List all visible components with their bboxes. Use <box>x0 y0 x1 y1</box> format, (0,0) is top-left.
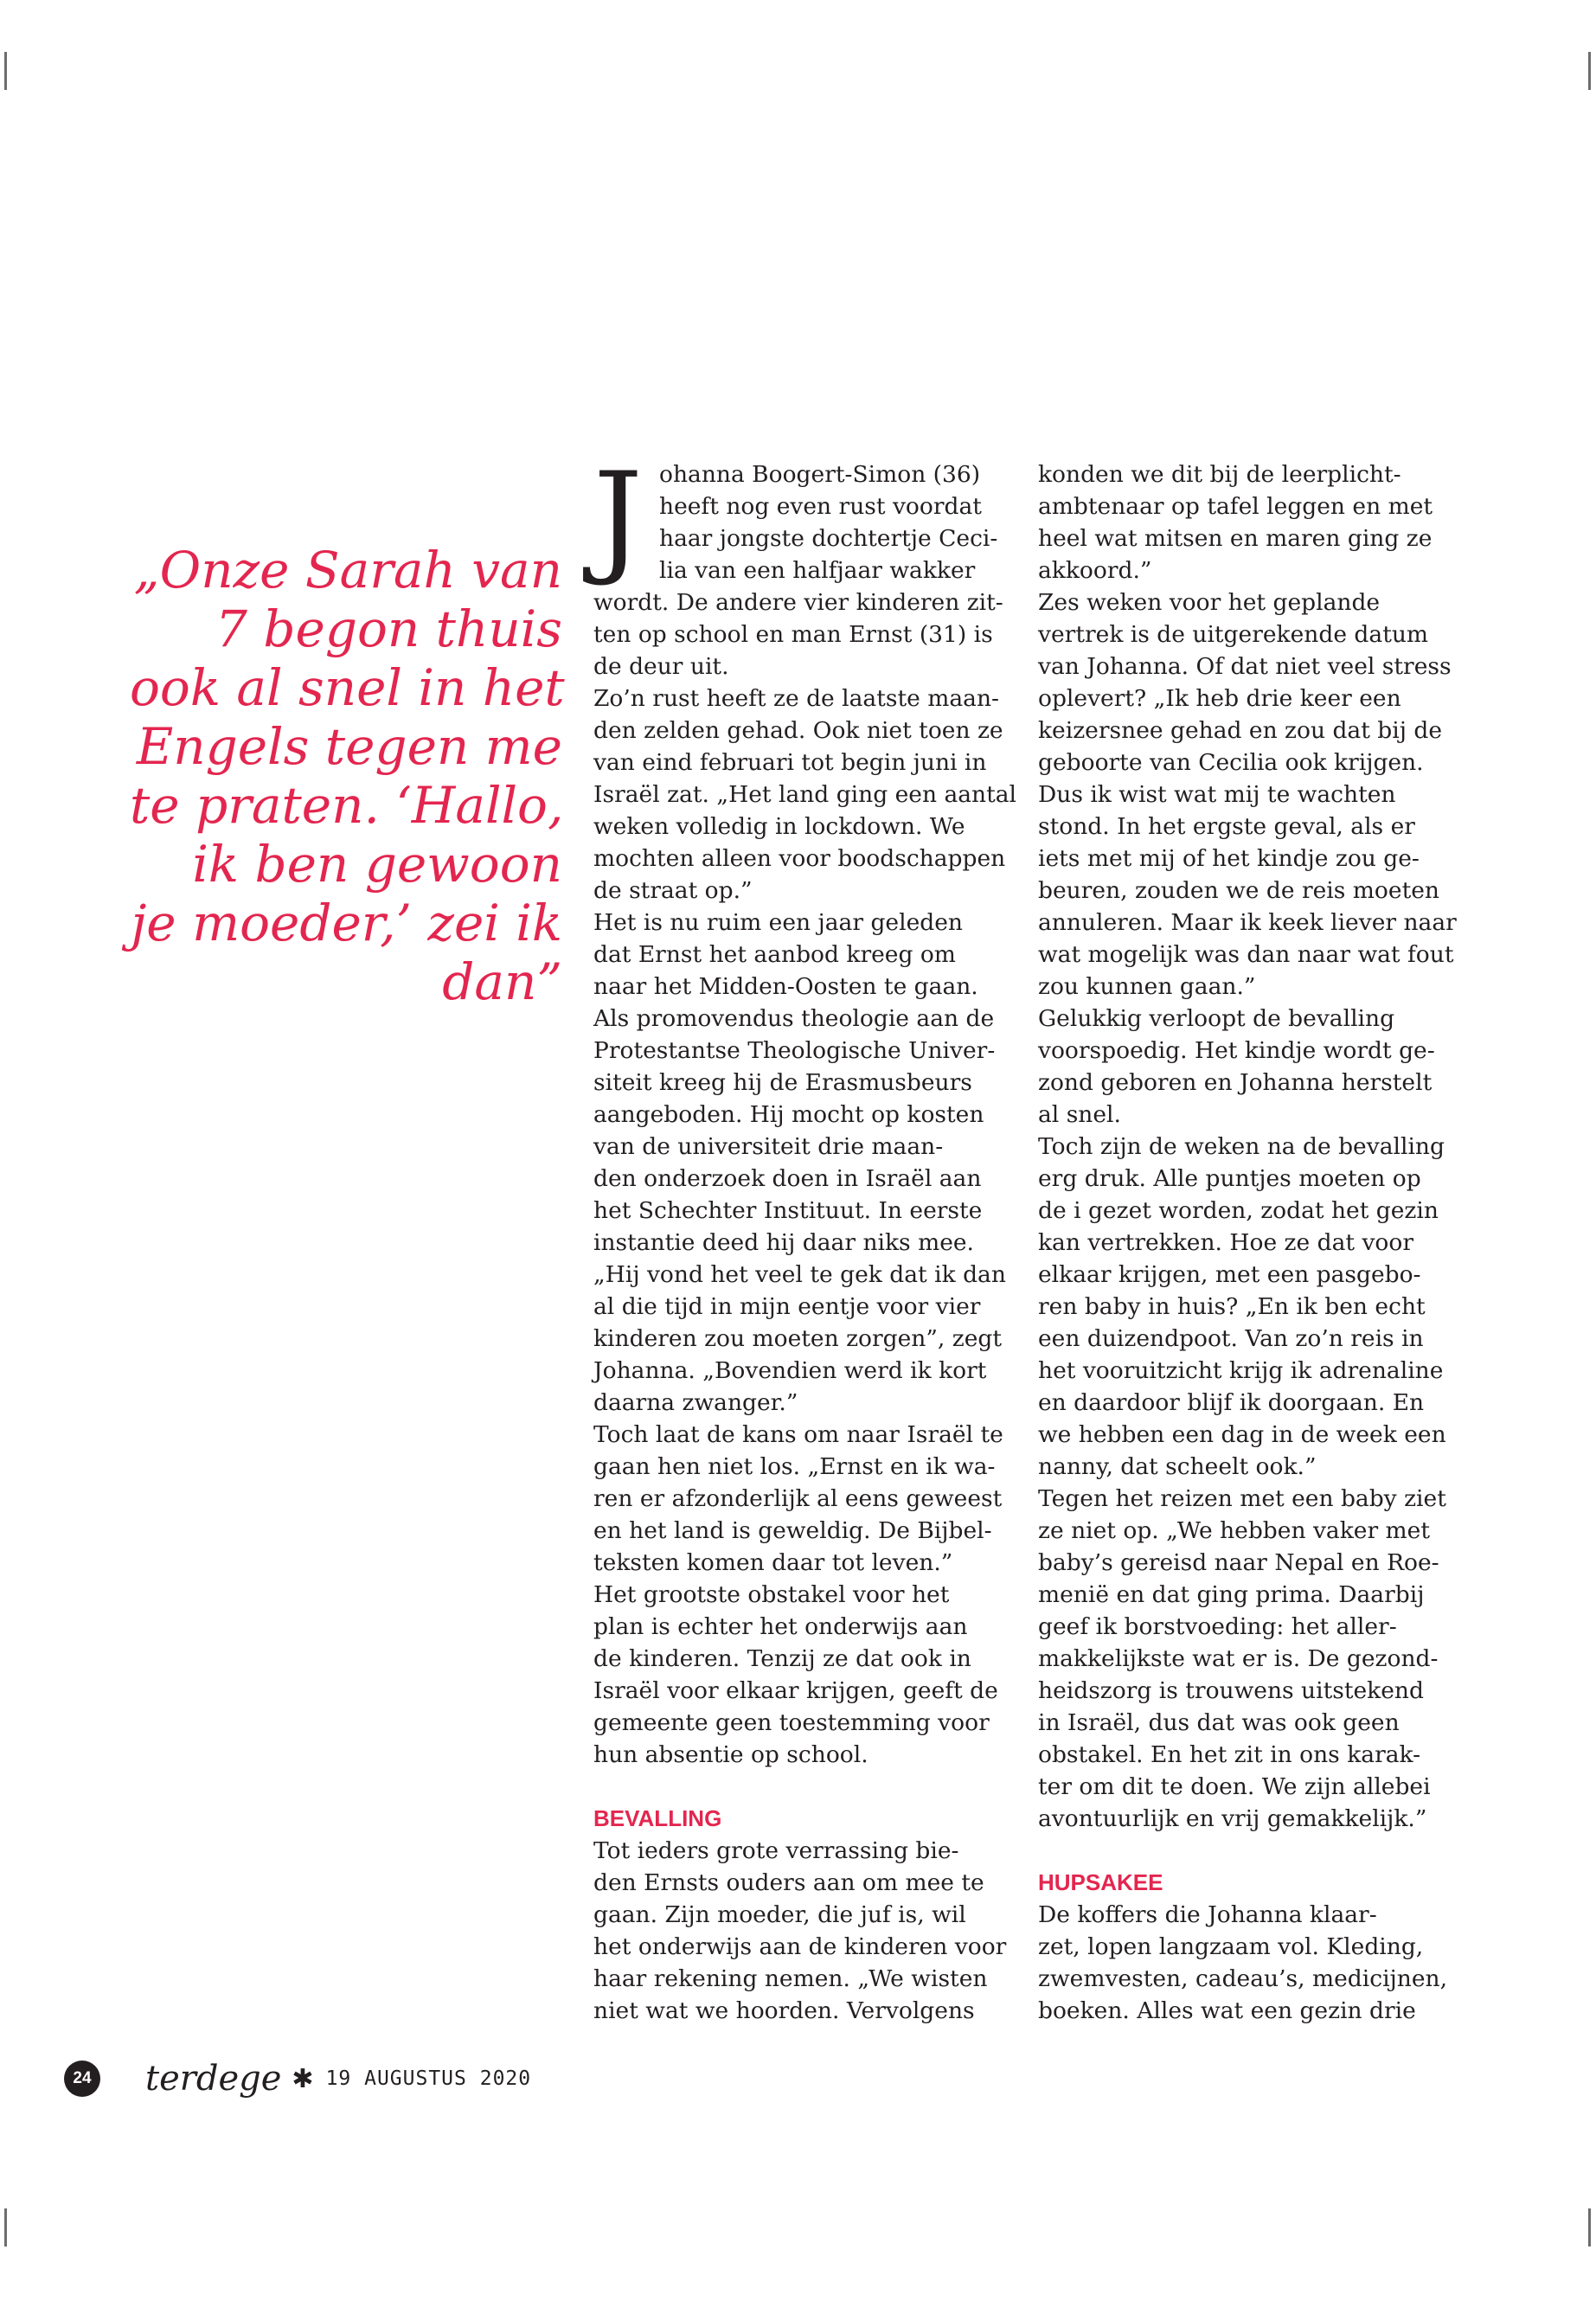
text-line: stond. In het ergste geval, als er <box>1038 813 1415 840</box>
text-line: Israël zat. „Het land ging een aantal <box>593 781 1017 808</box>
text-line: Johanna. „Bovendien werd ik kort <box>593 1357 987 1384</box>
text-line: kan vertrekken. Hoe ze dat voor <box>1038 1229 1414 1256</box>
text-line: den onderzoek doen in Israël aan <box>593 1165 982 1192</box>
text-line: vertrek is de uitgerekende datum <box>1038 621 1429 648</box>
text-line: den zelden gehad. Ook niet toen ze <box>593 717 1003 744</box>
text-line: makkelijkste wat er is. De gezond- <box>1038 1645 1439 1672</box>
text-line: van de universiteit drie maan- <box>593 1133 944 1160</box>
pull-quote-line: dan” <box>442 952 562 1011</box>
section-heading: HUPSAKEE <box>1038 1869 1163 1895</box>
text-line: heidszorg is trouwens uitstekend <box>1038 1677 1424 1704</box>
text-line: beuren, zouden we de reis moeten <box>1038 877 1439 904</box>
text-line: het vooruitzicht krijg ik adrenaline <box>1038 1357 1444 1384</box>
text-line: zwemvesten, cadeau’s, medicijnen, <box>1038 1965 1448 1992</box>
drop-cap: J <box>593 446 643 589</box>
text-line: heeft nog even rust voordat <box>659 493 982 520</box>
text-line: instantie deed hij daar niks mee. <box>593 1229 974 1256</box>
text-line: den Ernsts ouders aan om mee te <box>593 1869 984 1896</box>
text-line: een duizendpoot. Van zo’n reis in <box>1038 1325 1424 1352</box>
text-line: elkaar krijgen, met een pasgebo- <box>1038 1261 1421 1288</box>
text-line: nanny, dat scheelt ook.” <box>1038 1453 1317 1480</box>
text-line: aangeboden. Hij mocht op kosten <box>593 1101 984 1128</box>
text-line: Tegen het reizen met een baby ziet <box>1038 1485 1446 1512</box>
text-line: Protestantse Theologische Univer- <box>593 1037 996 1064</box>
text-line: ten op school en man Ernst (31) is <box>593 621 993 648</box>
text-line: en het land is geweldig. De Bijbel- <box>593 1517 992 1544</box>
text-line: we hebben een dag in de week een <box>1038 1421 1446 1448</box>
crop-mark-bottom-right <box>1588 2208 1591 2247</box>
pull-quote-line: te praten. ‘Hallo, <box>130 776 564 835</box>
text-line: gemeente geen toestemming voor <box>593 1709 990 1736</box>
page-number: 24 <box>64 2061 100 2097</box>
text-line: zou kunnen gaan.” <box>1038 973 1256 1000</box>
text-line: mochten alleen voor boodschappen <box>593 845 1006 872</box>
text-line: lia van een halfjaar wakker <box>659 557 976 584</box>
crop-mark-bottom-left <box>4 2208 7 2247</box>
text-line: en daardoor blijf ik doorgaan. En <box>1038 1389 1425 1416</box>
text-line: in Israël, dus dat was ook geen <box>1038 1709 1400 1736</box>
text-line: de straat op.” <box>593 877 753 904</box>
text-line: niet wat we hoorden. Vervolgens <box>593 1997 975 2024</box>
text-line: ambtenaar op tafel leggen en met <box>1038 493 1433 520</box>
pull-quote-line: ik ben gewoon <box>192 835 562 894</box>
text-line: heel wat mitsen en maren ging ze <box>1038 525 1433 552</box>
issue-date: 19 AUGUSTUS 2020 <box>325 2067 532 2090</box>
text-line: daarna zwanger.” <box>593 1389 798 1416</box>
text-line: Zo’n rust heeft ze de laatste maan- <box>593 685 999 712</box>
text-line: iets met mij of het kindje zou ge- <box>1038 845 1420 872</box>
pull-quote <box>130 541 565 1011</box>
text-line: haar rekening nemen. „We wisten <box>593 1965 988 1992</box>
text-line: „Hij vond het veel te gek dat ik dan <box>593 1261 1006 1288</box>
text-line: oplevert? „Ik heb drie keer een <box>1038 685 1401 712</box>
asterisk-icon: ✱ <box>292 2063 314 2094</box>
text-line: Toch zijn de weken na de bevalling <box>1038 1133 1445 1160</box>
text-line: siteit kreeg hij de Erasmusbeurs <box>593 1069 972 1096</box>
text-line: geboorte van Cecilia ook krijgen. <box>1038 749 1424 776</box>
text-line: teksten komen daar tot leven.” <box>593 1549 953 1576</box>
text-line: de i gezet worden, zodat het gezin <box>1038 1197 1439 1224</box>
page-footer <box>64 2059 531 2099</box>
text-line: Gelukkig verloopt de bevalling <box>1038 1005 1395 1032</box>
text-line: zond geboren en Johanna herstelt <box>1038 1069 1433 1096</box>
text-line: De koffers die Johanna klaar- <box>1038 1901 1377 1928</box>
text-line: obstakel. En het zit in ons karak- <box>1038 1741 1421 1768</box>
crop-mark-top-left <box>4 52 7 90</box>
text-line: wat mogelijk was dan naar wat fout <box>1038 941 1454 968</box>
text-line: het Schechter Instituut. In eerste <box>593 1197 983 1224</box>
text-line: Tot ieders grote verrassing bie- <box>593 1837 959 1864</box>
text-line: menië en dat ging prima. Daarbij <box>1038 1581 1425 1608</box>
text-line: plan is echter het onderwijs aan <box>593 1613 968 1640</box>
text-line: de deur uit. <box>593 653 729 680</box>
text-line: al die tijd in mijn eentje voor vier <box>593 1293 981 1320</box>
magazine-logo: terdege <box>145 2059 282 2099</box>
text-line: Het grootste obstakel voor het <box>593 1581 950 1608</box>
article-column-1 <box>593 446 1026 2027</box>
text-line: keizersnee gehad en zou dat bij de <box>1038 717 1443 744</box>
text-line: ter om dit te doen. We zijn allebei <box>1038 1773 1431 1800</box>
text-line: hun absentie op school. <box>593 1741 869 1768</box>
text-line: haar jongste dochtertje Ceci- <box>659 525 998 552</box>
text-line: Zes weken voor het geplande <box>1038 589 1381 616</box>
text-line: wordt. De andere vier kinderen zit- <box>593 589 1003 616</box>
text-line: boeken. Alles wat een gezin drie <box>1038 1997 1416 2024</box>
section-heading: BEVALLING <box>593 1805 722 1831</box>
text-line: avontuurlijk en vrij gemakkelijk.” <box>1038 1805 1427 1832</box>
text-line: geef ik borstvoeding: het aller- <box>1038 1613 1397 1640</box>
text-line: Het is nu ruim een jaar geleden <box>593 909 963 936</box>
crop-mark-top-right <box>1588 52 1591 90</box>
text-line: ze niet op. „We hebben vaker met <box>1038 1517 1431 1544</box>
text-line: Israël voor elkaar krijgen, geeft de <box>593 1677 998 1704</box>
pull-quote-line: „Onze Sarah van <box>133 541 562 599</box>
text-line: zet, lopen langzaam vol. Kleding, <box>1038 1933 1424 1960</box>
text-line: al snel. <box>1038 1101 1121 1128</box>
pull-quote-line: 7 begon thuis <box>215 599 562 658</box>
text-line: erg druk. Alle puntjes moeten op <box>1038 1165 1421 1192</box>
text-line: van eind februari tot begin juni in <box>593 749 987 776</box>
text-line: gaan hen niet los. „Ernst en ik wa- <box>593 1453 996 1480</box>
text-line: akkoord.” <box>1038 557 1152 584</box>
text-line: ren er afzonderlijk al eens geweest <box>593 1485 1003 1512</box>
pull-quote-line: je moeder,’ zei ik <box>131 894 562 952</box>
text-line: ren baby in huis? „En ik ben echt <box>1038 1293 1426 1320</box>
pull-quote-line: ook al snel in het <box>130 658 565 717</box>
text-line: voorspoedig. Het kindje wordt ge- <box>1038 1037 1435 1064</box>
text-line: annuleren. Maar ik keek liever naar <box>1038 909 1457 936</box>
article-column-2 <box>1038 458 1471 2027</box>
text-line: van Johanna. Of dat niet veel stress <box>1038 653 1452 680</box>
text-line: naar het Midden-Oosten te gaan. <box>593 973 978 1000</box>
text-line: baby’s gereisd naar Nepal en Roe- <box>1038 1549 1439 1576</box>
text-line: konden we dit bij de leerplicht- <box>1038 461 1401 488</box>
text-line: Toch laat de kans om naar Israël te <box>593 1421 1003 1448</box>
text-line: Als promovendus theologie aan de <box>593 1005 995 1032</box>
text-line: Dus ik wist wat mij te wachten <box>1038 781 1396 808</box>
text-line: ohanna Boogert-Simon (36) <box>659 461 981 488</box>
text-line: de kinderen. Tenzij ze dat ook in <box>593 1645 971 1672</box>
text-line: kinderen zou moeten zorgen”, zegt <box>593 1325 1003 1352</box>
text-line: gaan. Zijn moeder, die juf is, wil <box>593 1901 966 1928</box>
text-line: weken volledig in lockdown. We <box>593 813 965 840</box>
pull-quote-line: Engels tegen me <box>136 717 562 776</box>
text-line: het onderwijs aan de kinderen voor <box>593 1933 1007 1960</box>
text-line: dat Ernst het aanbod kreeg om <box>593 941 956 968</box>
